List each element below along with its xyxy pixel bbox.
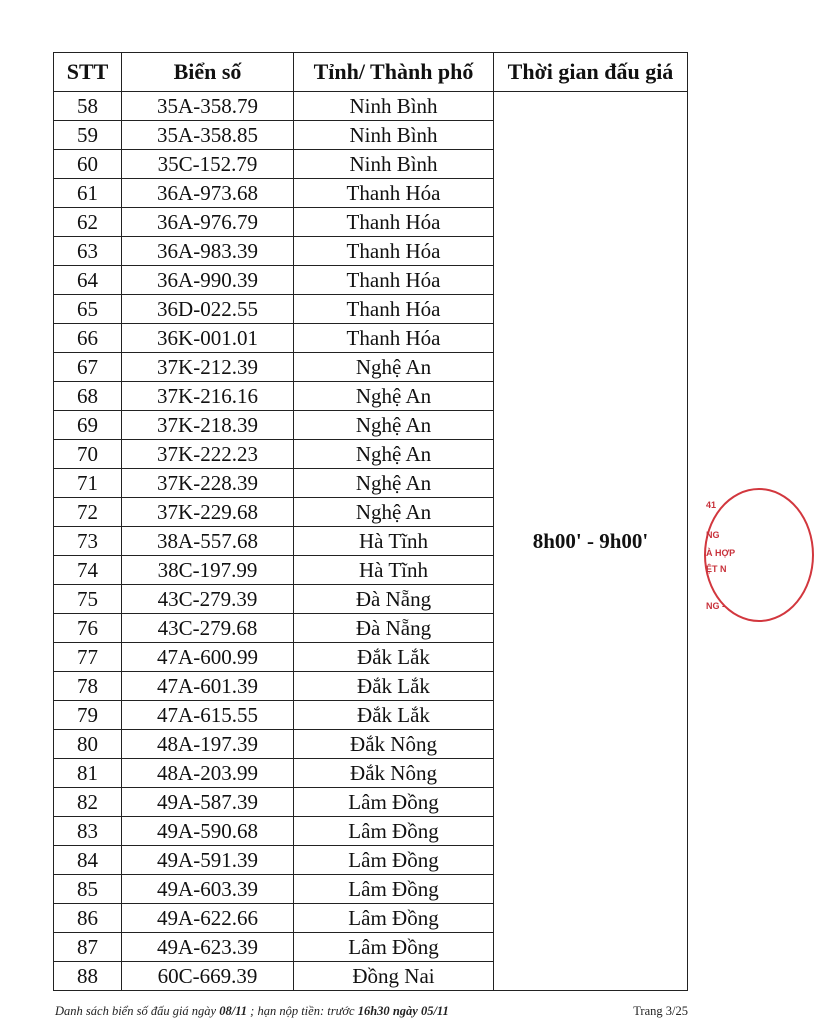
province-cell: Ninh Bình bbox=[294, 121, 494, 150]
stt-cell: 80 bbox=[54, 730, 122, 759]
stt-cell: 65 bbox=[54, 295, 122, 324]
province-cell: Nghệ An bbox=[294, 498, 494, 527]
plate-cell: 35A-358.79 bbox=[122, 92, 294, 121]
footer-deadline-time: 16h30 bbox=[357, 1004, 390, 1018]
seal-stamp bbox=[702, 488, 736, 628]
stt-cell: 74 bbox=[54, 556, 122, 585]
province-cell: Thanh Hóa bbox=[294, 295, 494, 324]
province-cell: Thanh Hóa bbox=[294, 324, 494, 353]
footer-auction-date: 08/11 bbox=[219, 1004, 248, 1018]
stt-cell: 79 bbox=[54, 701, 122, 730]
stt-cell: 75 bbox=[54, 585, 122, 614]
plate-cell: 36A-983.39 bbox=[122, 237, 294, 266]
plate-cell: 37K-218.39 bbox=[122, 411, 294, 440]
stt-cell: 84 bbox=[54, 846, 122, 875]
plate-cell: 49A-622.66 bbox=[122, 904, 294, 933]
stt-cell: 66 bbox=[54, 324, 122, 353]
stt-cell: 62 bbox=[54, 208, 122, 237]
stt-cell: 61 bbox=[54, 179, 122, 208]
plate-cell: 49A-587.39 bbox=[122, 788, 294, 817]
footer-middle: ; hạn nộp tiền: trước bbox=[250, 1004, 355, 1018]
province-cell: Nghệ An bbox=[294, 469, 494, 498]
plate-cell: 37K-228.39 bbox=[122, 469, 294, 498]
plate-cell: 35A-358.85 bbox=[122, 121, 294, 150]
province-cell: Lâm Đồng bbox=[294, 846, 494, 875]
stt-cell: 86 bbox=[54, 904, 122, 933]
seal-text-4: ỆT N bbox=[706, 564, 727, 574]
province-cell: Đắk Nông bbox=[294, 730, 494, 759]
stt-cell: 58 bbox=[54, 92, 122, 121]
stt-cell: 70 bbox=[54, 440, 122, 469]
stt-cell: 81 bbox=[54, 759, 122, 788]
stt-cell: 76 bbox=[54, 614, 122, 643]
footer-deadline-date: 05/11 bbox=[420, 1004, 449, 1018]
plate-cell: 36A-990.39 bbox=[122, 266, 294, 295]
province-cell: Lâm Đồng bbox=[294, 875, 494, 904]
province-cell: Đắk Lắk bbox=[294, 672, 494, 701]
plate-cell: 47A-615.55 bbox=[122, 701, 294, 730]
header-province: Tỉnh/ Thành phố bbox=[294, 53, 494, 92]
plate-cell: 43C-279.68 bbox=[122, 614, 294, 643]
province-cell: Thanh Hóa bbox=[294, 179, 494, 208]
plate-cell: 49A-590.68 bbox=[122, 817, 294, 846]
table-header-row bbox=[54, 53, 688, 92]
province-cell: Đà Nẵng bbox=[294, 614, 494, 643]
province-cell: Thanh Hóa bbox=[294, 266, 494, 295]
plate-cell: 47A-600.99 bbox=[122, 643, 294, 672]
footer-prefix: Danh sách biển số đấu giá ngày bbox=[55, 1004, 217, 1018]
stt-cell: 85 bbox=[54, 875, 122, 904]
plate-cell: 35C-152.79 bbox=[122, 150, 294, 179]
province-cell: Hà Tĩnh bbox=[294, 556, 494, 585]
stt-cell: 88 bbox=[54, 962, 122, 991]
header-stt: STT bbox=[54, 53, 122, 92]
province-cell: Thanh Hóa bbox=[294, 208, 494, 237]
plate-cell: 36A-973.68 bbox=[122, 179, 294, 208]
plate-cell: 37K-212.39 bbox=[122, 353, 294, 382]
stt-cell: 69 bbox=[54, 411, 122, 440]
plate-cell: 43C-279.39 bbox=[122, 585, 294, 614]
seal-text-2: NG bbox=[706, 530, 720, 540]
province-cell: Hà Tĩnh bbox=[294, 527, 494, 556]
header-plate: Biển số bbox=[122, 53, 294, 92]
stt-cell: 78 bbox=[54, 672, 122, 701]
plate-cell: 49A-603.39 bbox=[122, 875, 294, 904]
plate-cell: 36D-022.55 bbox=[122, 295, 294, 324]
stt-cell: 87 bbox=[54, 933, 122, 962]
province-cell: Đà Nẵng bbox=[294, 585, 494, 614]
province-cell: Ninh Bình bbox=[294, 150, 494, 179]
province-cell: Nghệ An bbox=[294, 411, 494, 440]
table-body bbox=[54, 92, 688, 991]
province-cell: Đắk Nông bbox=[294, 759, 494, 788]
stt-cell: 71 bbox=[54, 469, 122, 498]
province-cell: Lâm Đồng bbox=[294, 933, 494, 962]
stt-cell: 60 bbox=[54, 150, 122, 179]
seal-text-3: À HỢP bbox=[706, 548, 736, 558]
province-cell: Nghệ An bbox=[294, 382, 494, 411]
province-cell: Nghệ An bbox=[294, 353, 494, 382]
province-cell: Nghệ An bbox=[294, 440, 494, 469]
plate-cell: 49A-591.39 bbox=[122, 846, 294, 875]
stt-cell: 82 bbox=[54, 788, 122, 817]
province-cell: Đắk Lắk bbox=[294, 701, 494, 730]
stt-cell: 59 bbox=[54, 121, 122, 150]
table-row bbox=[54, 92, 688, 121]
seal-text-1: 41 bbox=[706, 500, 717, 510]
plate-cell: 49A-623.39 bbox=[122, 933, 294, 962]
plate-cell: 60C-669.39 bbox=[122, 962, 294, 991]
plate-cell: 38A-557.68 bbox=[122, 527, 294, 556]
stt-cell: 83 bbox=[54, 817, 122, 846]
stt-cell: 64 bbox=[54, 266, 122, 295]
auction-time-cell: 8h00' - 9h00' bbox=[494, 92, 688, 991]
page-footer bbox=[55, 1004, 688, 1019]
province-cell: Đắk Lắk bbox=[294, 643, 494, 672]
plate-cell: 48A-197.39 bbox=[122, 730, 294, 759]
plate-cell: 37K-216.16 bbox=[122, 382, 294, 411]
page-number: Trang 3/25 bbox=[633, 1004, 688, 1018]
stt-cell: 73 bbox=[54, 527, 122, 556]
province-cell: Ninh Bình bbox=[294, 92, 494, 121]
province-cell: Thanh Hóa bbox=[294, 237, 494, 266]
stt-cell: 67 bbox=[54, 353, 122, 382]
seal-text-5: NG - bbox=[706, 601, 725, 611]
plate-cell: 48A-203.99 bbox=[122, 759, 294, 788]
province-cell: Lâm Đồng bbox=[294, 817, 494, 846]
header-auction-time: Thời gian đấu giá bbox=[494, 53, 688, 92]
stt-cell: 63 bbox=[54, 237, 122, 266]
plate-cell: 38C-197.99 bbox=[122, 556, 294, 585]
province-cell: Đồng Nai bbox=[294, 962, 494, 991]
plate-cell: 47A-601.39 bbox=[122, 672, 294, 701]
plate-cell: 36K-001.01 bbox=[122, 324, 294, 353]
plate-cell: 36A-976.79 bbox=[122, 208, 294, 237]
stt-cell: 77 bbox=[54, 643, 122, 672]
footer-day-word: ngày bbox=[392, 1004, 418, 1018]
plate-cell: 37K-229.68 bbox=[122, 498, 294, 527]
stt-cell: 72 bbox=[54, 498, 122, 527]
plate-cell: 37K-222.23 bbox=[122, 440, 294, 469]
plate-auction-table bbox=[53, 52, 688, 991]
province-cell: Lâm Đồng bbox=[294, 788, 494, 817]
province-cell: Lâm Đồng bbox=[294, 904, 494, 933]
stt-cell: 68 bbox=[54, 382, 122, 411]
